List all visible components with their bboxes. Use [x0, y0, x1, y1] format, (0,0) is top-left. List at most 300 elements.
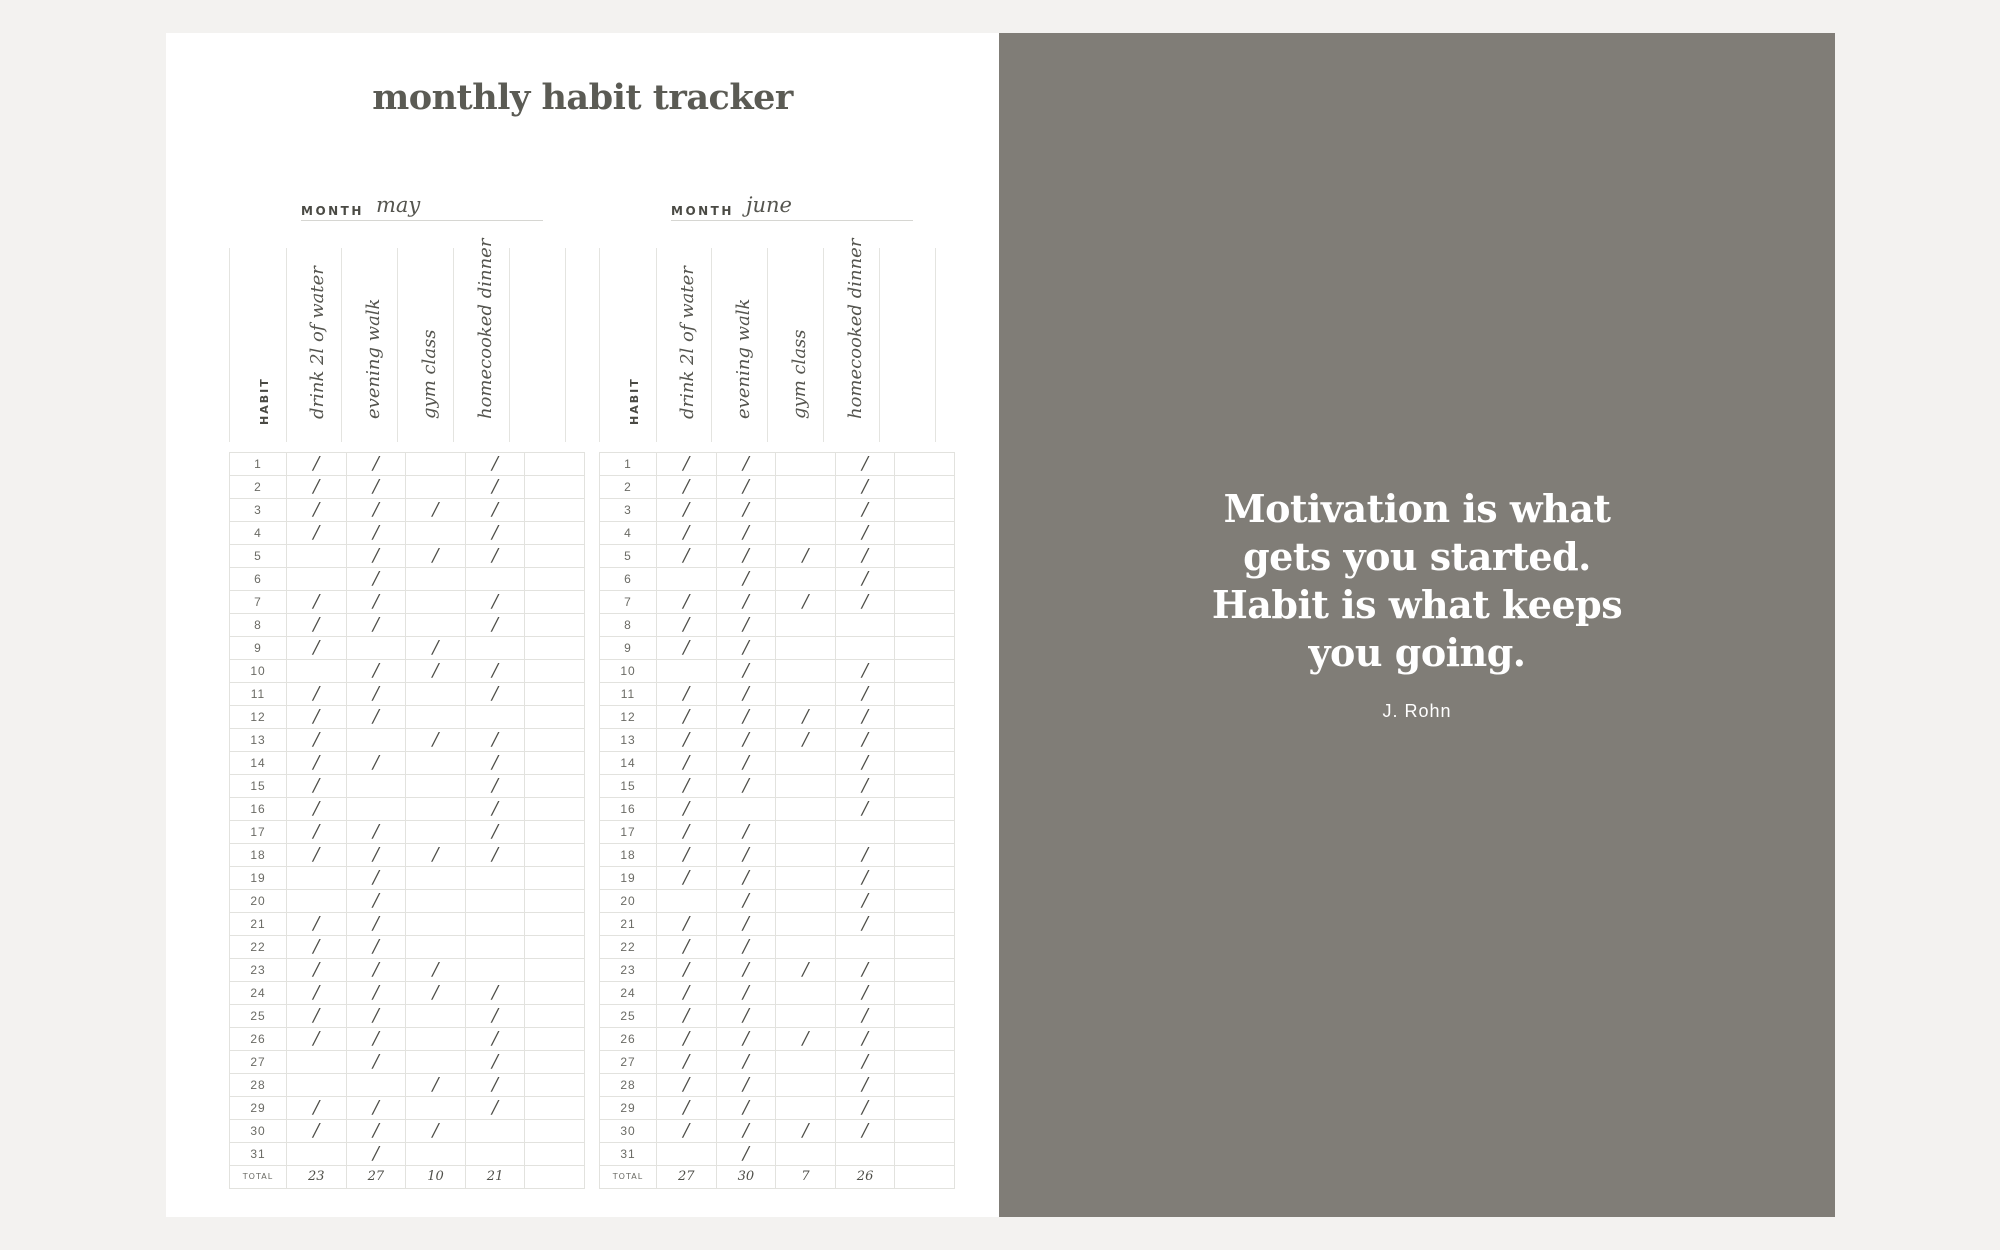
habit-check-cell[interactable]: /	[406, 844, 466, 867]
habit-check-cell[interactable]	[406, 1005, 466, 1028]
habit-check-cell[interactable]: /	[835, 1074, 895, 1097]
habit-check-cell[interactable]	[525, 476, 585, 499]
habit-check-cell[interactable]	[776, 683, 836, 706]
habit-check-cell[interactable]	[657, 890, 717, 913]
habit-check-cell[interactable]	[525, 499, 585, 522]
habit-check-cell[interactable]	[895, 1120, 955, 1143]
habit-check-cell[interactable]	[776, 752, 836, 775]
habit-check-cell[interactable]: /	[346, 867, 406, 890]
habit-check-cell[interactable]	[776, 844, 836, 867]
habit-check-cell[interactable]: /	[835, 1051, 895, 1074]
habit-check-cell[interactable]	[525, 936, 585, 959]
habit-check-cell[interactable]: /	[716, 752, 776, 775]
habit-check-cell[interactable]	[406, 1143, 466, 1166]
habit-check-cell[interactable]: /	[835, 499, 895, 522]
habit-check-cell[interactable]	[525, 591, 585, 614]
habit-check-cell[interactable]	[776, 798, 836, 821]
habit-check-cell[interactable]: /	[287, 1005, 347, 1028]
habit-check-cell[interactable]: /	[346, 660, 406, 683]
habit-check-cell[interactable]: /	[835, 729, 895, 752]
habit-check-cell[interactable]	[525, 683, 585, 706]
habit-check-cell[interactable]	[525, 867, 585, 890]
habit-check-cell[interactable]: /	[716, 1005, 776, 1028]
habit-check-cell[interactable]	[465, 637, 525, 660]
habit-check-cell[interactable]: /	[287, 476, 347, 499]
habit-check-cell[interactable]: /	[716, 913, 776, 936]
habit-check-cell[interactable]	[895, 706, 955, 729]
habit-check-cell[interactable]	[776, 637, 836, 660]
habit-check-cell[interactable]	[776, 660, 836, 683]
habit-check-cell[interactable]: /	[835, 867, 895, 890]
habit-check-cell[interactable]: /	[406, 637, 466, 660]
habit-check-cell[interactable]: /	[657, 913, 717, 936]
habit-check-cell[interactable]: /	[465, 453, 525, 476]
habit-check-cell[interactable]	[895, 1028, 955, 1051]
habit-check-cell[interactable]: /	[406, 959, 466, 982]
habit-check-cell[interactable]	[406, 614, 466, 637]
habit-check-cell[interactable]	[525, 775, 585, 798]
habit-check-cell[interactable]: /	[346, 499, 406, 522]
habit-check-cell[interactable]: /	[835, 982, 895, 1005]
habit-check-cell[interactable]: /	[657, 522, 717, 545]
habit-check-cell[interactable]	[776, 867, 836, 890]
habit-check-cell[interactable]: /	[465, 499, 525, 522]
habit-check-cell[interactable]: /	[287, 752, 347, 775]
habit-check-cell[interactable]	[895, 775, 955, 798]
habit-check-cell[interactable]: /	[657, 453, 717, 476]
habit-check-cell[interactable]	[525, 752, 585, 775]
habit-check-cell[interactable]	[657, 568, 717, 591]
habit-check-cell[interactable]	[346, 798, 406, 821]
habit-check-cell[interactable]: /	[287, 614, 347, 637]
habit-check-cell[interactable]	[525, 729, 585, 752]
habit-check-cell[interactable]: /	[465, 545, 525, 568]
habit-check-cell[interactable]	[525, 522, 585, 545]
habit-check-cell[interactable]: /	[657, 775, 717, 798]
habit-check-cell[interactable]: /	[346, 1120, 406, 1143]
habit-check-cell[interactable]: /	[465, 1028, 525, 1051]
habit-check-cell[interactable]	[776, 568, 836, 591]
habit-check-cell[interactable]	[465, 890, 525, 913]
habit-check-cell[interactable]: /	[406, 545, 466, 568]
habit-check-cell[interactable]: /	[287, 1028, 347, 1051]
habit-check-cell[interactable]: /	[406, 729, 466, 752]
habit-check-cell[interactable]: /	[716, 1143, 776, 1166]
habit-check-cell[interactable]: /	[465, 591, 525, 614]
habit-check-cell[interactable]: /	[465, 522, 525, 545]
habit-check-cell[interactable]	[465, 959, 525, 982]
habit-check-cell[interactable]	[776, 476, 836, 499]
habit-check-cell[interactable]	[525, 1120, 585, 1143]
habit-check-cell[interactable]: /	[776, 591, 836, 614]
habit-check-cell[interactable]	[776, 614, 836, 637]
habit-check-cell[interactable]	[895, 890, 955, 913]
habit-check-cell[interactable]: /	[287, 729, 347, 752]
habit-check-cell[interactable]: /	[346, 1143, 406, 1166]
habit-check-cell[interactable]	[287, 545, 347, 568]
habit-check-cell[interactable]: /	[776, 959, 836, 982]
habit-check-cell[interactable]	[895, 683, 955, 706]
habit-check-cell[interactable]: /	[657, 683, 717, 706]
habit-check-cell[interactable]: /	[835, 591, 895, 614]
habit-check-cell[interactable]: /	[465, 1051, 525, 1074]
habit-check-cell[interactable]: /	[716, 890, 776, 913]
habit-check-cell[interactable]: /	[835, 1005, 895, 1028]
habit-check-cell[interactable]	[406, 775, 466, 798]
habit-check-cell[interactable]	[525, 1143, 585, 1166]
habit-check-cell[interactable]	[895, 545, 955, 568]
habit-check-cell[interactable]	[406, 568, 466, 591]
habit-check-cell[interactable]: /	[716, 982, 776, 1005]
habit-check-cell[interactable]: /	[346, 982, 406, 1005]
habit-check-cell[interactable]: /	[835, 683, 895, 706]
habit-check-cell[interactable]: /	[835, 798, 895, 821]
habit-check-cell[interactable]: /	[346, 591, 406, 614]
habit-check-cell[interactable]: /	[287, 798, 347, 821]
habit-check-cell[interactable]	[287, 1051, 347, 1074]
habit-check-cell[interactable]: /	[835, 844, 895, 867]
habit-check-cell[interactable]	[776, 1143, 836, 1166]
habit-check-cell[interactable]	[287, 1074, 347, 1097]
habit-check-cell[interactable]	[525, 890, 585, 913]
habit-check-cell[interactable]: /	[346, 821, 406, 844]
habit-check-cell[interactable]: /	[287, 453, 347, 476]
habit-check-cell[interactable]	[406, 706, 466, 729]
habit-check-cell[interactable]: /	[716, 683, 776, 706]
habit-check-cell[interactable]	[287, 568, 347, 591]
habit-check-cell[interactable]: /	[657, 1097, 717, 1120]
habit-check-cell[interactable]: /	[346, 959, 406, 982]
habit-check-cell[interactable]: /	[287, 1097, 347, 1120]
habit-check-cell[interactable]: /	[346, 614, 406, 637]
habit-check-cell[interactable]: /	[657, 798, 717, 821]
habit-check-cell[interactable]	[406, 936, 466, 959]
habit-check-cell[interactable]	[287, 1143, 347, 1166]
habit-check-cell[interactable]	[895, 1074, 955, 1097]
habit-check-cell[interactable]: /	[716, 614, 776, 637]
habit-check-cell[interactable]: /	[835, 752, 895, 775]
habit-check-cell[interactable]	[895, 821, 955, 844]
habit-check-cell[interactable]: /	[287, 821, 347, 844]
habit-check-cell[interactable]	[525, 844, 585, 867]
habit-check-cell[interactable]: /	[465, 821, 525, 844]
habit-check-cell[interactable]: /	[716, 1097, 776, 1120]
habit-check-cell[interactable]: /	[465, 798, 525, 821]
habit-check-cell[interactable]	[525, 1028, 585, 1051]
habit-check-cell[interactable]: /	[835, 913, 895, 936]
habit-check-cell[interactable]	[716, 798, 776, 821]
habit-check-cell[interactable]	[525, 1005, 585, 1028]
habit-check-cell[interactable]	[776, 936, 836, 959]
habit-check-cell[interactable]	[776, 1005, 836, 1028]
habit-check-cell[interactable]: /	[346, 1028, 406, 1051]
habit-check-cell[interactable]: /	[346, 1051, 406, 1074]
habit-check-cell[interactable]: /	[657, 476, 717, 499]
habit-check-cell[interactable]	[525, 1051, 585, 1074]
habit-check-cell[interactable]	[776, 453, 836, 476]
habit-check-cell[interactable]: /	[657, 637, 717, 660]
habit-check-cell[interactable]: /	[346, 752, 406, 775]
habit-check-cell[interactable]	[525, 959, 585, 982]
habit-check-cell[interactable]: /	[287, 775, 347, 798]
habit-check-cell[interactable]: /	[287, 913, 347, 936]
habit-check-cell[interactable]	[895, 982, 955, 1005]
habit-check-cell[interactable]: /	[287, 844, 347, 867]
habit-check-cell[interactable]: /	[287, 591, 347, 614]
habit-check-cell[interactable]: /	[776, 729, 836, 752]
habit-check-cell[interactable]: /	[406, 982, 466, 1005]
habit-check-cell[interactable]: /	[287, 982, 347, 1005]
habit-check-cell[interactable]: /	[657, 959, 717, 982]
habit-check-cell[interactable]	[525, 982, 585, 1005]
habit-check-cell[interactable]: /	[287, 936, 347, 959]
habit-check-cell[interactable]: /	[716, 1074, 776, 1097]
habit-check-cell[interactable]	[465, 568, 525, 591]
habit-check-cell[interactable]: /	[287, 683, 347, 706]
habit-check-cell[interactable]	[895, 568, 955, 591]
habit-check-cell[interactable]: /	[346, 453, 406, 476]
habit-check-cell[interactable]: /	[835, 1120, 895, 1143]
habit-check-cell[interactable]	[895, 844, 955, 867]
habit-check-cell[interactable]: /	[716, 476, 776, 499]
habit-check-cell[interactable]	[776, 913, 836, 936]
habit-check-cell[interactable]	[406, 476, 466, 499]
habit-check-cell[interactable]: /	[346, 913, 406, 936]
habit-check-cell[interactable]: /	[716, 821, 776, 844]
habit-check-cell[interactable]	[406, 591, 466, 614]
habit-check-cell[interactable]: /	[835, 775, 895, 798]
habit-check-cell[interactable]	[895, 752, 955, 775]
habit-check-cell[interactable]	[776, 1051, 836, 1074]
habit-check-cell[interactable]	[895, 614, 955, 637]
habit-check-cell[interactable]: /	[287, 637, 347, 660]
habit-check-cell[interactable]: /	[716, 660, 776, 683]
habit-check-cell[interactable]	[895, 959, 955, 982]
habit-check-cell[interactable]: /	[346, 936, 406, 959]
habit-check-cell[interactable]	[895, 729, 955, 752]
habit-check-cell[interactable]	[346, 1074, 406, 1097]
habit-check-cell[interactable]	[525, 568, 585, 591]
habit-check-cell[interactable]	[895, 913, 955, 936]
habit-check-cell[interactable]: /	[465, 729, 525, 752]
habit-check-cell[interactable]: /	[465, 844, 525, 867]
habit-check-cell[interactable]: /	[716, 1051, 776, 1074]
habit-check-cell[interactable]	[465, 706, 525, 729]
habit-check-cell[interactable]	[465, 936, 525, 959]
habit-check-cell[interactable]	[895, 476, 955, 499]
habit-check-cell[interactable]: /	[716, 706, 776, 729]
habit-check-cell[interactable]	[895, 1143, 955, 1166]
habit-check-cell[interactable]: /	[835, 476, 895, 499]
habit-check-cell[interactable]	[835, 614, 895, 637]
habit-check-cell[interactable]	[525, 821, 585, 844]
habit-check-cell[interactable]	[346, 729, 406, 752]
habit-check-cell[interactable]	[657, 1143, 717, 1166]
habit-check-cell[interactable]: /	[716, 522, 776, 545]
habit-check-cell[interactable]	[776, 821, 836, 844]
habit-check-cell[interactable]: /	[716, 1120, 776, 1143]
habit-check-cell[interactable]: /	[346, 1097, 406, 1120]
habit-check-cell[interactable]: /	[465, 982, 525, 1005]
habit-check-cell[interactable]	[525, 798, 585, 821]
habit-check-cell[interactable]	[406, 867, 466, 890]
habit-check-cell[interactable]: /	[716, 867, 776, 890]
habit-check-cell[interactable]: /	[776, 1120, 836, 1143]
habit-check-cell[interactable]	[895, 660, 955, 683]
habit-check-cell[interactable]: /	[716, 775, 776, 798]
habit-check-cell[interactable]	[406, 890, 466, 913]
habit-check-cell[interactable]: /	[287, 499, 347, 522]
habit-check-cell[interactable]	[525, 637, 585, 660]
habit-check-cell[interactable]: /	[657, 1028, 717, 1051]
habit-check-cell[interactable]	[525, 1074, 585, 1097]
habit-check-cell[interactable]: /	[835, 545, 895, 568]
habit-check-cell[interactable]: /	[776, 1028, 836, 1051]
habit-check-cell[interactable]: /	[716, 591, 776, 614]
habit-check-cell[interactable]: /	[716, 729, 776, 752]
habit-check-cell[interactable]	[776, 1097, 836, 1120]
habit-check-cell[interactable]	[895, 936, 955, 959]
habit-check-cell[interactable]	[406, 798, 466, 821]
habit-check-cell[interactable]: /	[406, 660, 466, 683]
habit-check-cell[interactable]: /	[346, 568, 406, 591]
habit-check-cell[interactable]	[776, 890, 836, 913]
habit-check-cell[interactable]: /	[406, 1120, 466, 1143]
habit-check-cell[interactable]	[406, 453, 466, 476]
habit-check-cell[interactable]	[465, 913, 525, 936]
habit-check-cell[interactable]	[287, 660, 347, 683]
habit-check-cell[interactable]: /	[346, 476, 406, 499]
habit-check-cell[interactable]: /	[776, 706, 836, 729]
habit-check-cell[interactable]: /	[835, 660, 895, 683]
habit-check-cell[interactable]: /	[716, 637, 776, 660]
habit-check-cell[interactable]: /	[657, 982, 717, 1005]
habit-check-cell[interactable]: /	[465, 1097, 525, 1120]
habit-check-cell[interactable]	[406, 752, 466, 775]
habit-check-cell[interactable]	[895, 522, 955, 545]
habit-check-cell[interactable]: /	[657, 1051, 717, 1074]
habit-check-cell[interactable]: /	[346, 890, 406, 913]
habit-check-cell[interactable]	[895, 867, 955, 890]
habit-check-cell[interactable]	[406, 1097, 466, 1120]
habit-check-cell[interactable]: /	[287, 522, 347, 545]
habit-check-cell[interactable]: /	[657, 729, 717, 752]
habit-check-cell[interactable]: /	[776, 545, 836, 568]
habit-check-cell[interactable]: /	[465, 752, 525, 775]
habit-check-cell[interactable]	[835, 637, 895, 660]
habit-check-cell[interactable]: /	[465, 1005, 525, 1028]
habit-check-cell[interactable]: /	[716, 499, 776, 522]
habit-check-cell[interactable]	[406, 683, 466, 706]
habit-check-cell[interactable]: /	[657, 752, 717, 775]
habit-check-cell[interactable]: /	[716, 545, 776, 568]
habit-check-cell[interactable]: /	[835, 959, 895, 982]
habit-check-cell[interactable]	[895, 798, 955, 821]
habit-check-cell[interactable]	[776, 1074, 836, 1097]
habit-check-cell[interactable]	[895, 453, 955, 476]
habit-check-cell[interactable]	[776, 982, 836, 1005]
habit-check-cell[interactable]: /	[465, 683, 525, 706]
habit-check-cell[interactable]: /	[346, 706, 406, 729]
habit-check-cell[interactable]	[776, 775, 836, 798]
habit-check-cell[interactable]: /	[406, 1074, 466, 1097]
habit-check-cell[interactable]	[525, 706, 585, 729]
habit-check-cell[interactable]	[525, 545, 585, 568]
habit-check-cell[interactable]	[525, 913, 585, 936]
habit-check-cell[interactable]	[525, 660, 585, 683]
habit-check-cell[interactable]	[895, 1097, 955, 1120]
habit-check-cell[interactable]	[895, 591, 955, 614]
habit-check-cell[interactable]: /	[716, 1028, 776, 1051]
habit-check-cell[interactable]: /	[465, 1074, 525, 1097]
habit-check-cell[interactable]	[406, 821, 466, 844]
habit-check-cell[interactable]	[525, 1097, 585, 1120]
habit-check-cell[interactable]: /	[835, 568, 895, 591]
habit-check-cell[interactable]: /	[657, 1120, 717, 1143]
habit-check-cell[interactable]	[525, 453, 585, 476]
habit-check-cell[interactable]: /	[716, 936, 776, 959]
habit-check-cell[interactable]: /	[835, 522, 895, 545]
habit-check-cell[interactable]: /	[346, 1005, 406, 1028]
habit-check-cell[interactable]: /	[716, 453, 776, 476]
habit-check-cell[interactable]	[835, 1143, 895, 1166]
habit-check-cell[interactable]: /	[657, 844, 717, 867]
habit-check-cell[interactable]: /	[657, 936, 717, 959]
habit-check-cell[interactable]: /	[346, 683, 406, 706]
habit-check-cell[interactable]: /	[657, 591, 717, 614]
habit-check-cell[interactable]: /	[657, 499, 717, 522]
habit-check-cell[interactable]: /	[346, 844, 406, 867]
habit-check-cell[interactable]	[287, 890, 347, 913]
habit-check-cell[interactable]	[895, 637, 955, 660]
habit-check-cell[interactable]	[895, 499, 955, 522]
habit-check-cell[interactable]: /	[657, 545, 717, 568]
habit-check-cell[interactable]: /	[465, 660, 525, 683]
habit-check-cell[interactable]	[287, 867, 347, 890]
habit-check-cell[interactable]	[346, 775, 406, 798]
habit-check-cell[interactable]: /	[465, 476, 525, 499]
habit-check-cell[interactable]	[835, 936, 895, 959]
habit-check-cell[interactable]	[657, 660, 717, 683]
habit-check-cell[interactable]: /	[465, 775, 525, 798]
habit-check-cell[interactable]	[895, 1051, 955, 1074]
habit-check-cell[interactable]	[346, 637, 406, 660]
habit-check-cell[interactable]	[406, 913, 466, 936]
habit-check-cell[interactable]: /	[657, 821, 717, 844]
habit-check-cell[interactable]: /	[287, 706, 347, 729]
habit-check-cell[interactable]	[465, 867, 525, 890]
habit-check-cell[interactable]: /	[657, 1074, 717, 1097]
habit-check-cell[interactable]	[406, 1051, 466, 1074]
habit-check-cell[interactable]	[406, 1028, 466, 1051]
habit-check-cell[interactable]: /	[657, 867, 717, 890]
habit-check-cell[interactable]: /	[835, 1028, 895, 1051]
habit-check-cell[interactable]: /	[657, 614, 717, 637]
habit-check-cell[interactable]: /	[406, 499, 466, 522]
habit-check-cell[interactable]: /	[835, 453, 895, 476]
habit-check-cell[interactable]: /	[835, 1097, 895, 1120]
habit-check-cell[interactable]	[465, 1143, 525, 1166]
habit-check-cell[interactable]	[465, 1120, 525, 1143]
habit-check-cell[interactable]: /	[657, 706, 717, 729]
habit-check-cell[interactable]	[776, 522, 836, 545]
habit-check-cell[interactable]: /	[716, 959, 776, 982]
habit-check-cell[interactable]	[776, 499, 836, 522]
habit-check-cell[interactable]: /	[287, 959, 347, 982]
habit-check-cell[interactable]: /	[287, 1120, 347, 1143]
habit-check-cell[interactable]: /	[716, 844, 776, 867]
habit-check-cell[interactable]: /	[346, 522, 406, 545]
